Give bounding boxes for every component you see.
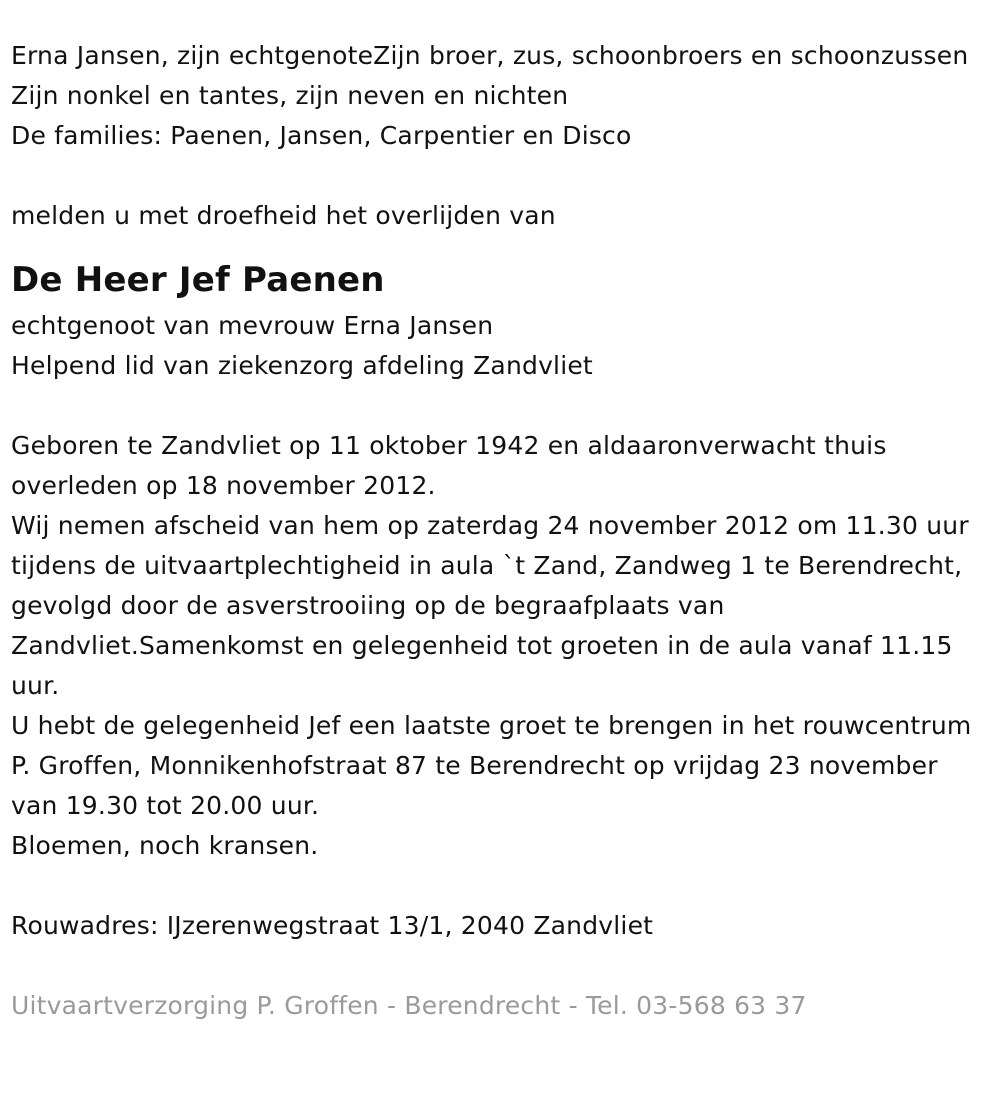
deceased-membership: Helpend lid van ziekenzorg afdeling Zandvliet	[11, 351, 593, 380]
mourning-address: Rouwadres: IJzerenwegstraat 13/1, 2040 Zandvliet	[11, 911, 654, 940]
family-line-spouse-siblings: Erna Jansen, zijn echtgenoteZijn broer, zus, schoonbroers en schoonzussen	[11, 41, 969, 70]
spacer	[11, 866, 986, 906]
funeral-director-footer: Uitvaartverzorging P. Groffen - Berendrecht - Tel. 03-568 63 37	[11, 991, 807, 1020]
ceremony-text: Wij nemen afscheid van hem op zaterdag 24 november 2012 om 11.30 uur tijdens de uitvaartplechtigheid in aula `t Zand, Zandweg 1 te Berendrecht, gevolgd door de asverstrooiing op de begraafplaats van Zandvliet.Samenkomst en gelegenheid tot groeten in de aula vanaf 11.15 uur.	[11, 511, 969, 700]
announcement-text: melden u met droefheid het overlijden van	[11, 201, 556, 230]
spacer	[11, 236, 986, 242]
deceased-name: De Heer Jef Paenen	[11, 260, 385, 300]
deceased-relation: echtgenoot van mevrouw Erna Jansen	[11, 311, 494, 340]
birth-death-text: Geboren te Zandvliet op 11 oktober 1942 en aldaaronverwacht thuis overleden op 18 november 2012.	[11, 431, 887, 500]
flowers-text: Bloemen, noch kransen.	[11, 831, 319, 860]
spacer	[11, 386, 986, 426]
family-line-families: De families: Paenen, Jansen, Carpentier en Disco	[11, 121, 632, 150]
spacer	[11, 946, 986, 986]
spacer	[11, 156, 986, 196]
family-line-uncles-cousins: Zijn nonkel en tantes, zijn neven en nichten	[11, 81, 569, 110]
death-notice	[11, 36, 986, 1026]
visitation-text: U hebt de gelegenheid Jef een laatste groet te brengen in het rouwcentrum P. Groffen, Monnikenhofstraat 87 te Berendrecht op vrijdag 23 november van 19.30 tot 20.00 uur.	[11, 711, 972, 820]
